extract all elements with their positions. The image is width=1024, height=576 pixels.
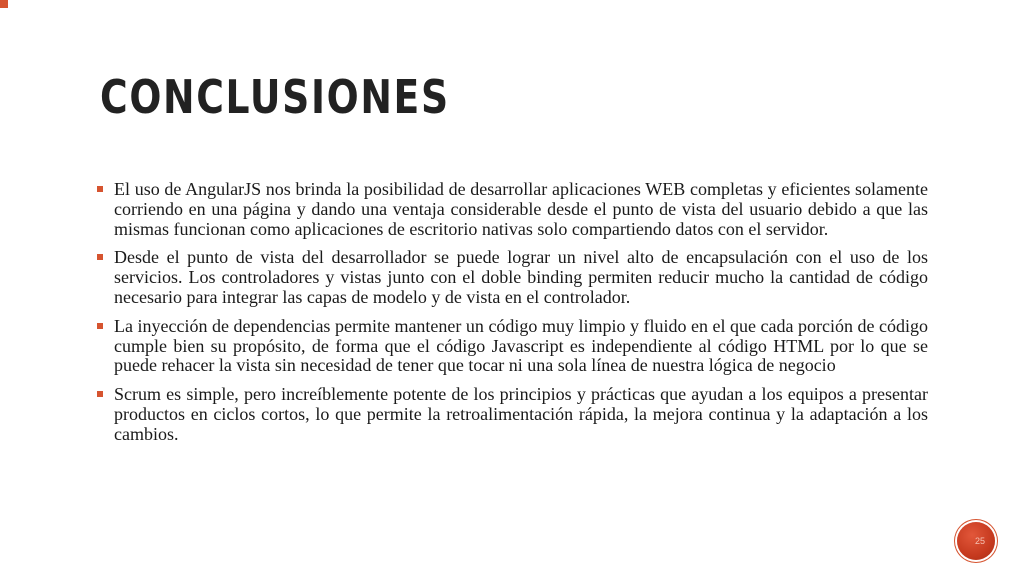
slide-title: CONCLUSIONES [100,70,450,124]
bullet-text: Scrum es simple, pero increíblemente potente de los principios y prácticas que ayudan a los equipos a presentar productos en ciclos cortos, lo que permite la retroalimentación rápida, la mejora continua y la adaptación a los cambios. [114,384,928,444]
bullet-text: La inyección de dependencias permite mantener un código muy limpio y fluido en el que cada porción de código cumple bien su propósito, de forma que el código Javascript es independiente al código HTML por lo que se puede rehacer la vista sin necesidad de tener que tocar ni una sola línea de nuestra lógica de negocio [114,315,928,376]
corner-accent [0,0,8,8]
page-number-badge [957,522,995,560]
bullet-item [96,385,928,444]
square-bullet-icon [97,391,103,397]
bullet-item [96,317,928,376]
bullet-text: Desde el punto de vista del desarrollador se puede lograr un nivel alto de encapsulación con el uso de los servicios. Los controladores y vistas junto con el doble binding permiten reducir mucho la cantidad de código necesario para integrar las capas de modelo y de vista en el controlador. [114,247,928,307]
square-bullet-icon [97,186,103,192]
square-bullet-icon [97,323,103,329]
bullet-item [96,180,928,239]
square-bullet-icon [97,254,103,260]
bullet-text: El uso de AngularJS nos brinda la posibilidad de desarrollar aplicaciones WEB completas y eficientes solamente corriendo en una página y dando una ventaja considerable desde el punto de vista del usuario debido a que las mismas funcionan como aplicaciones de escritorio nativas solo compartiendo datos con el servidor. [114,179,928,239]
bullet-item [96,248,928,307]
bullet-list [96,180,928,454]
page-number: 25 [974,536,985,546]
